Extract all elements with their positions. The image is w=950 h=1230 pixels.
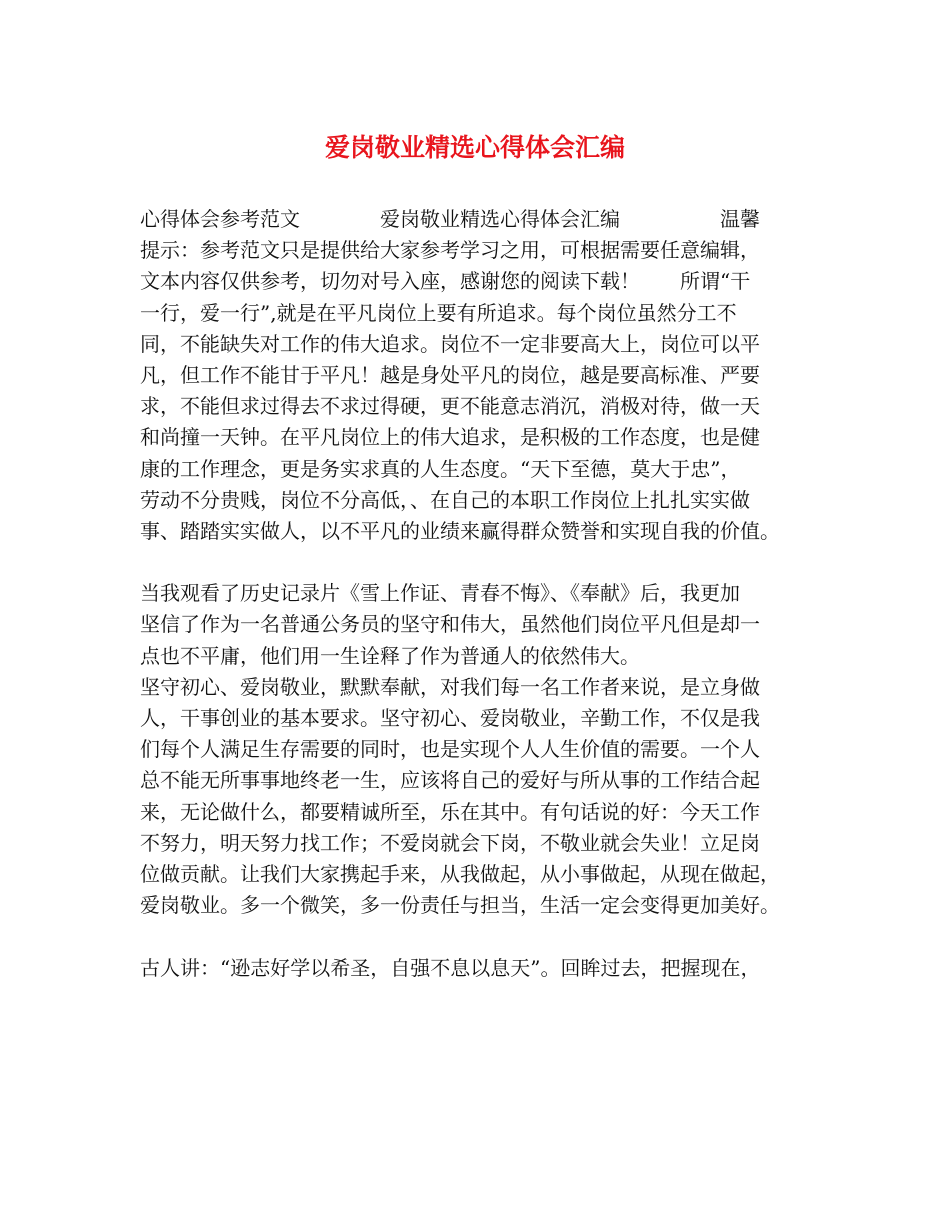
text-line: 人，干事创业的基本要求。坚守初心、爱岗敬业，辛勤工作，不仅是我 — [140, 706, 760, 730]
text-line: 爱岗敬业。多一个微笑，多一份责任与担当，生活一定会变得更加美好。 — [140, 893, 780, 918]
text-line: 点也不平庸，他们用一生诠释了作为普通人的依然伟大。 — [140, 643, 640, 668]
text-line: 总不能无所事事地终老一生，应该将自己的爱好与所从事的工作结合起 — [140, 768, 760, 793]
paragraph-gap — [140, 921, 830, 952]
text-line: 劳动不分贵贱，岗位不分高低，、在自己的本职工作岗位上扎扎实实做 — [140, 487, 750, 512]
document-body — [140, 204, 830, 984]
text-line: 们每个人满足生存需要的同时，也是实现个人人生价值的需要。一个人 — [140, 737, 760, 762]
text-line: 文本内容仅供参考，切勿对号入座，感谢您的阅读下载！ 所谓“干 — [140, 269, 751, 294]
text-line: 古人讲：“逊志好学以希圣，自强不息以息天”。回眸过去，把握现在， — [140, 955, 761, 980]
text-line: 凡，但工作不能甘于平凡！越是身处平凡的岗位，越是要高标准、严要 — [140, 362, 760, 387]
text-line: 来，无论做什么，都要精诚所至，乐在其中。有句话说的好：今天工作 — [140, 799, 760, 824]
text-line: 事、踏踏实实做人，以不平凡的业绩来赢得群众赞誉和实现自我的价值。 — [140, 518, 780, 543]
text-line: 位做贡献。让我们大家携起手来，从我做起，从小事做起，从现在做起， — [140, 861, 780, 886]
text-line: 坚信了作为一名普通公务员的坚守和伟大，虽然他们岗位平凡但是却一 — [140, 612, 760, 637]
paragraph-gap — [140, 547, 830, 578]
text-line: 心得体会参考范文 爱岗敬业精选心得体会汇编 温馨 — [140, 207, 760, 231]
text-line: 和尚撞一天钟。在平凡岗位上的伟大追求，是积极的工作态度，也是健 — [140, 425, 760, 450]
text-line: 不努力，明天努力找工作；不爱岗就会下岗，不敬业就会失业！立足岗 — [140, 830, 760, 855]
document-title: 爱岗敬业精选心得体会汇编 — [324, 133, 625, 162]
text-line: 提示：参考范文只是提供给大家参考学习之用，可根据需要任意编辑， — [140, 238, 760, 263]
text-line: 坚守初心、爱岗敬业，默默奉献，对我们每一名工作者来说，是立身做 — [140, 674, 760, 699]
text-line: 求，不能但求过得去不求过得硬，更不能意志消沉，消极对待，做一天 — [140, 394, 760, 419]
text-line: 当我观看了历史记录片《雪上作证、青春不悔》、《奉献》后，我更加 — [140, 581, 740, 606]
text-line: 同，不能缺失对工作的伟大追求。岗位不一定非要高大上，岗位可以平 — [140, 331, 760, 356]
text-line: 康的工作理念，更是务实求真的人生态度。“天下至德，莫大于忠”， — [140, 456, 741, 481]
text-line: 一行，爱一行”,就是在平凡岗位上要有所追求。每个岗位虽然分工不 — [140, 300, 737, 325]
